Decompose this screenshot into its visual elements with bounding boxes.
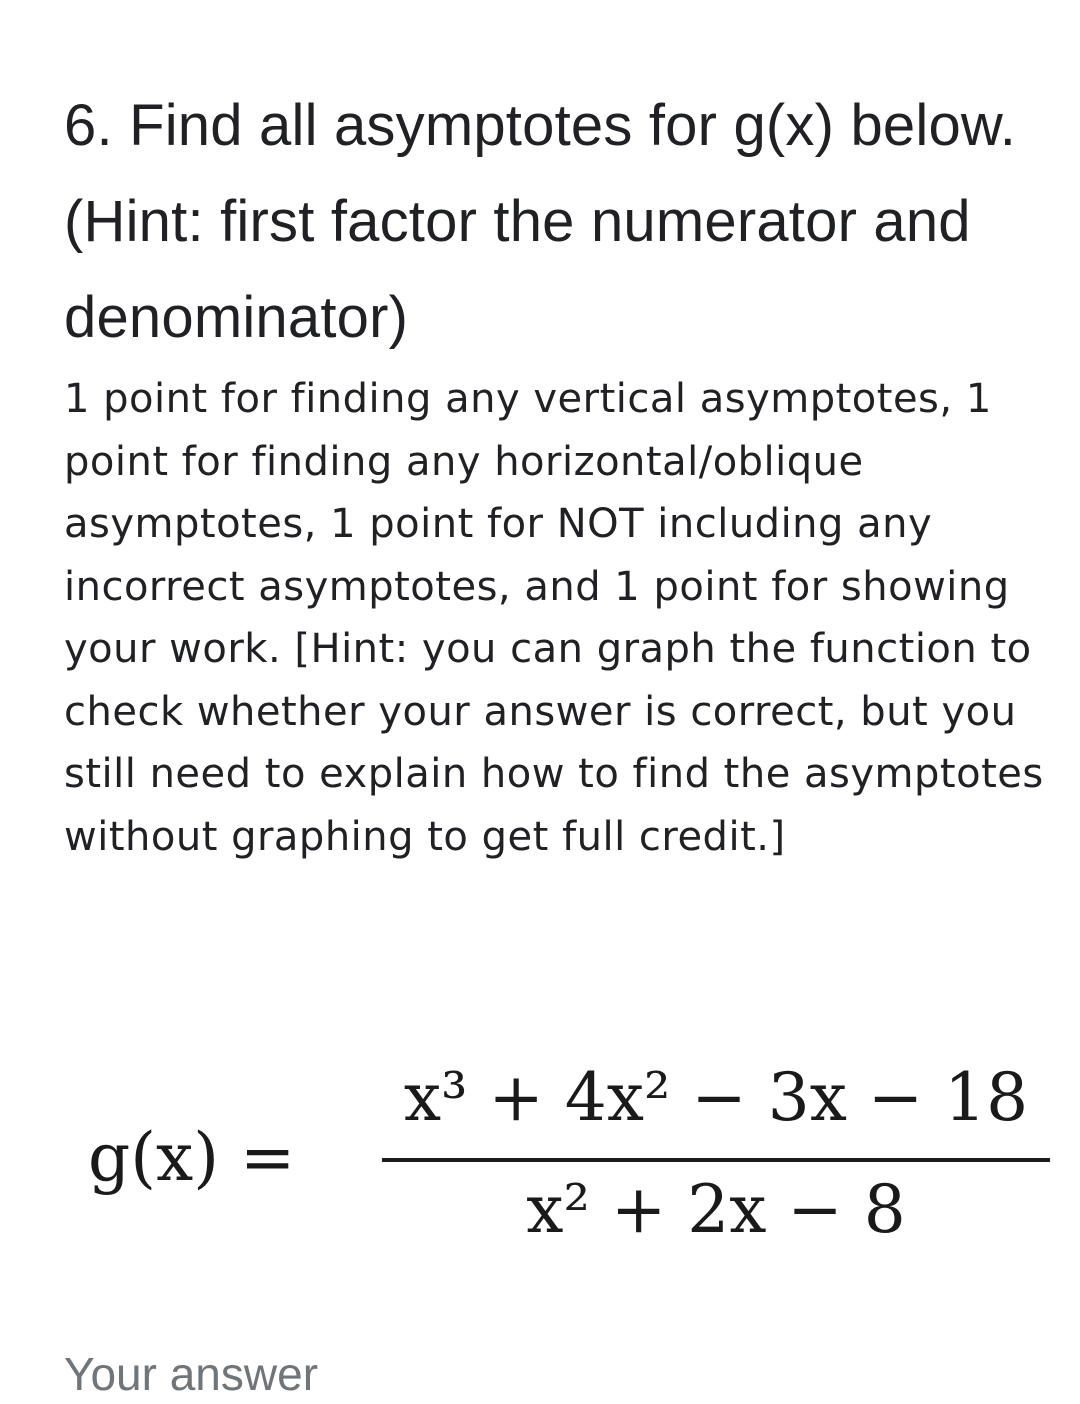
formula-fraction <box>380 1050 1052 1260</box>
formula-denominator: x² + 2x − 8 <box>526 1171 906 1248</box>
question-description: 1 point for finding any vertical asymptotes, 1 point for finding any horizontal/oblique asymptotes, 1 point for NOT including any incorrect asymptotes, and 1 point for showing your work. [Hint: you can graph the function to check whether your answer is correct, but you still need to explain how to find the asymptotes without graphing to get full credit.] <box>64 376 1044 860</box>
formula-image <box>80 1050 1060 1260</box>
formula-numerator: x³ + 4x² − 3x − 18 <box>403 1059 1029 1136</box>
formula-lhs: g(x) = <box>88 1119 296 1196</box>
fraction-bar <box>382 1158 1050 1162</box>
answer-input[interactable]: Your answer <box>64 1348 319 1400</box>
question-title: 6. Find all asymptotes for g(x) below. (Hint: first factor the numerator and denominator) <box>64 93 1017 350</box>
